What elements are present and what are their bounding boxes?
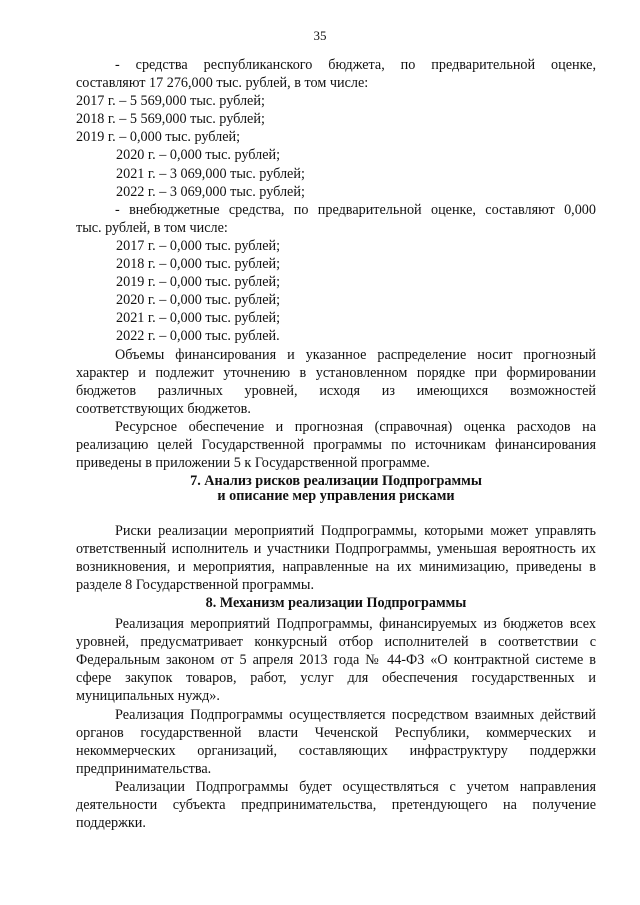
section-7 [76,474,596,594]
offbudget-year-2021: 2021 г. – 0,000 тыс. рублей; [116,310,281,327]
republic-year-2020: 2020 г. – 0,000 тыс. рублей; [116,147,281,164]
funding-block [76,56,596,472]
republic-year-2021: 2021 г. – 3 069,000 тыс. рублей; [116,165,305,182]
section-8-paragraph-1: Реализация мероприятий Подпрограммы, финансируемых из бюджетов всех уровней, предусматривает конкурсный отбор исполнителей в соответствии с Федеральным законом от 5 апреля 2013 года № 44-ФЗ «О контрактной системе в сфере закупок товаров, работ, услуг для обеспечения государственных и муниципальных нужд». [76,616,596,705]
section-7-paragraph: Риски реализации мероприятий Подпрограммы, которыми может управлять ответственный исполнитель и участники Подпрограммы, уменьшая вероятность их возникновения, и мероприятия, направленные на их минимизацию, приведены в разделе 8 Государственной программы. [76,523,596,594]
resource-paragraph: Ресурсное обеспечение и прогнозная (справочная) оценка расходов на реализацию целей Государственной программы по источникам финансирования приведены в приложении 5 к Государственной программе. [76,418,596,472]
section-8-heading: 8. Механизм реализации Подпрограммы [205,595,467,611]
offbudget-year-2018: 2018 г. – 0,000 тыс. рублей; [116,256,281,273]
section-8-paragraph-2: Реализация Подпрограммы осуществляется посредством взаимных действий органов государственной власти Чеченской Республики, коммерческих и некоммерческих организаций, составляющих инфраструктуру поддержки предпринимательства. [76,706,596,777]
offbudget-year-2017: 2017 г. – 0,000 тыс. рублей; [116,237,281,254]
page-number: 35 [313,28,327,43]
forecast-paragraph: Объемы финансирования и указанное распределение носит прогнозный характер и подлежит уточнению в установленном порядке при формировании бюджетов различных уровней, исходя из имеющихся возможностей соответствующих бюджетов. [76,346,596,417]
republic-budget-intro: - средства республиканского бюджета, по предварительной оценке, [115,57,596,73]
offbudget-year-2020: 2020 г. – 0,000 тыс. рублей; [116,292,281,309]
section-7-heading-line1: 7. Анализ рисков реализации Подпрограммы [190,473,482,489]
section-7-heading [76,474,596,504]
republic-budget-intro-cont: составляют 17 276,000 тыс. рублей, в том числе: [76,75,369,92]
offbudget-year-2022: 2022 г. – 0,000 тыс. рублей. [116,328,280,345]
offbudget-year-2019: 2019 г. – 0,000 тыс. рублей; [116,274,281,291]
republic-year-2019: 2019 г. – 0,000 тыс. рублей; [76,129,241,146]
republic-year-2018: 2018 г. – 5 569,000 тыс. рублей; [76,111,265,128]
section-8-paragraph-3: Реализации Подпрограммы будет осуществляться с учетом направления деятельности субъекта предпринимательства, претендующего на получение поддержки. [76,778,596,832]
offbudget-intro: - внебюджетные средства, по предварительной оценке, составляют 0,000 [115,201,596,218]
offbudget-intro-cont: тыс. рублей, в том числе: [76,219,228,236]
section-8 [76,594,596,832]
republic-year-2017: 2017 г. – 5 569,000 тыс. рублей; [76,93,265,110]
section-7-heading-line2: и описание мер управления рисками [217,488,455,504]
republic-year-2022: 2022 г. – 3 069,000 тыс. рублей; [116,183,305,200]
